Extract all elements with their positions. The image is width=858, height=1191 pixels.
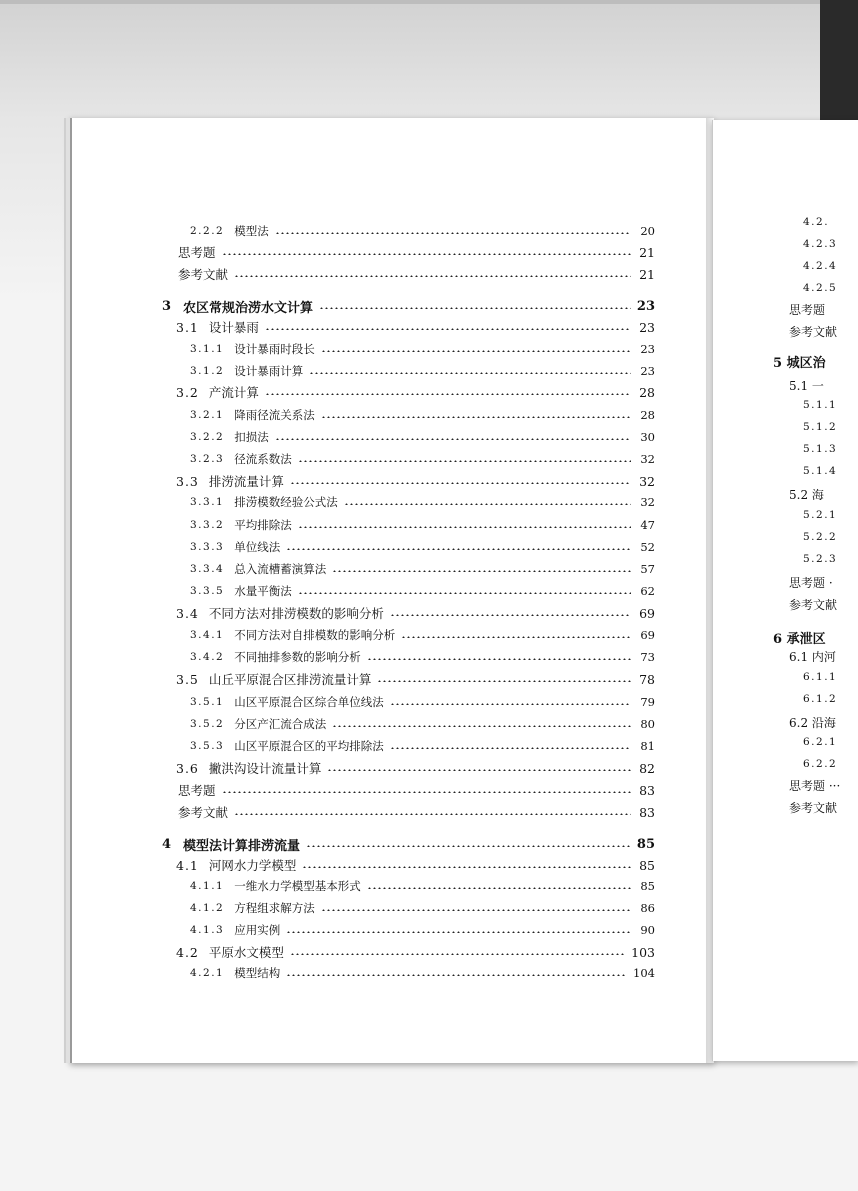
- toc-entry: [176, 603, 655, 623]
- toc-entry-cropped: 5.2.2: [803, 531, 838, 543]
- toc-entry-page: 79: [640, 695, 655, 709]
- toc-entry-cropped: 5.1.4: [803, 465, 838, 477]
- leader-dots: [265, 393, 631, 395]
- toc-entry-cropped: 参考文献: [789, 801, 838, 815]
- toc-entry-number: 3.3.3: [190, 541, 225, 553]
- toc-entry-title: 模型结构: [234, 966, 281, 980]
- toc-entry-cropped: 5.2.3: [803, 553, 838, 565]
- toc-entry-cropped: 5.1 一: [789, 379, 824, 393]
- leader-dots: [298, 526, 631, 528]
- toc-entry-page: 83: [639, 782, 655, 798]
- toc-entry: [178, 264, 655, 284]
- leader-dots: [321, 416, 631, 418]
- toc-entry-title: 模型法计算排涝流量: [183, 838, 301, 854]
- toc-entry-page: 28: [640, 408, 655, 422]
- toc-entry-cropped: 思考题 ·: [789, 576, 833, 590]
- toc-entry: [176, 669, 655, 689]
- toc-entry-page: 32: [640, 495, 655, 509]
- toc-entry: [190, 647, 655, 667]
- toc-entry-cropped: 6.1.1: [803, 671, 838, 683]
- toc-entry: [190, 920, 655, 940]
- leader-dots: [327, 769, 631, 771]
- toc-entry-page: 86: [640, 901, 655, 915]
- toc-entry-number: 3.3: [176, 473, 199, 489]
- toc-entry-title: 分区产汇流合成法: [234, 717, 327, 731]
- leader-dots: [309, 372, 631, 374]
- toc-entry: [190, 449, 655, 469]
- leader-dots: [286, 548, 631, 550]
- toc-entry-page: 21: [639, 266, 655, 282]
- toc-entry-title: 山丘平原混合区排涝流量计算: [208, 672, 372, 687]
- leader-dots: [390, 747, 631, 749]
- toc-entry-page: 21: [639, 244, 655, 260]
- toc-entry-page: 23: [639, 319, 655, 335]
- toc-entry-title: 河网水力学模型: [208, 858, 297, 873]
- toc-entry-page: 23: [640, 342, 655, 356]
- toc-entry-number: 3.4.2: [190, 651, 225, 663]
- toc-entry: [190, 221, 655, 241]
- toc-entry-page: 104: [633, 966, 655, 980]
- toc-entry: [162, 296, 655, 316]
- toc-entry-title: 平原水文模型: [208, 945, 284, 960]
- leader-dots: [275, 232, 631, 234]
- toc-entry-page: 69: [639, 605, 655, 621]
- leader-dots: [298, 460, 631, 462]
- scan-edge: [0, 0, 858, 4]
- toc-entry-number: 3.2.2: [190, 431, 225, 443]
- toc-entry: [190, 736, 655, 756]
- toc-entry-title: 降雨径流关系法: [234, 408, 315, 422]
- leader-dots: [275, 438, 631, 440]
- toc-entry: [190, 714, 655, 734]
- toc-entry-page: 23: [640, 364, 655, 378]
- toc-entry-title: 模型法: [234, 224, 269, 238]
- toc-entry: [176, 855, 655, 875]
- scan-dark-corner: [820, 0, 858, 120]
- toc-entry-title: 思考题: [178, 245, 216, 260]
- toc-entry: [190, 581, 655, 601]
- toc-entry-page: 82: [639, 760, 655, 776]
- toc-entry-number: 3.3.1: [190, 496, 225, 508]
- toc-entry-page: 81: [640, 739, 655, 753]
- toc-entry-title: 不同抽排参数的影响分析: [234, 650, 361, 664]
- toc-entry: [176, 317, 655, 337]
- toc-entry-cropped: 4.2.: [803, 216, 830, 228]
- toc-entry-number: 4.1.3: [190, 924, 225, 936]
- toc-entry-title: 总入流槽蓄演算法: [234, 562, 327, 576]
- toc-entry-number: 4.2: [176, 944, 199, 960]
- leader-dots: [344, 503, 631, 505]
- toc-entry-title: 单位线法: [234, 540, 281, 554]
- toc-entry-title: 山区平原混合区的平均排除法: [234, 739, 384, 753]
- toc-entry-title: 设计暴雨: [208, 320, 259, 335]
- toc-entry: [190, 492, 655, 512]
- leader-dots: [302, 866, 631, 868]
- toc-entry-cropped: 参考文献: [789, 598, 838, 612]
- toc-entry-cropped: 6.2.1: [803, 736, 838, 748]
- toc-entry-title: 扣损法: [234, 430, 269, 444]
- toc-entry-number: 4: [162, 836, 172, 852]
- toc-entry-page: 85: [640, 879, 655, 893]
- leader-dots: [319, 307, 631, 309]
- toc-entry-cropped: 5.1.3: [803, 443, 838, 455]
- toc-entry-cropped: 6.1.2: [803, 693, 838, 705]
- leader-dots: [321, 350, 631, 352]
- toc-entry-page: 69: [640, 628, 655, 642]
- toc-entry-page: 47: [640, 518, 655, 532]
- toc-entry-number: 3.5.2: [190, 718, 225, 730]
- toc-entry-cropped: 4.2.3: [803, 238, 838, 250]
- toc-entry-page: 23: [636, 298, 655, 314]
- toc-entry: [176, 758, 655, 778]
- toc-entry-number: 3.3.2: [190, 519, 225, 531]
- leader-dots: [222, 253, 631, 255]
- leader-dots: [298, 592, 631, 594]
- toc-entry-number: 3.6: [176, 760, 199, 776]
- leader-dots: [390, 703, 631, 705]
- toc-entry-page: 57: [640, 562, 655, 576]
- toc-entry: [190, 876, 655, 896]
- toc-entry-title: 产流计算: [208, 385, 259, 400]
- leader-dots: [367, 887, 631, 889]
- toc-entry: [176, 382, 655, 402]
- toc-entry-page: 83: [639, 804, 655, 820]
- toc-entry-page: 32: [640, 452, 655, 466]
- leader-dots: [265, 328, 631, 330]
- leader-dots: [321, 909, 631, 911]
- toc-entry-cropped: 5.1.2: [803, 421, 838, 433]
- toc-entry-title: 设计暴雨时段长: [234, 342, 315, 356]
- toc-entry-number: 4.1.1: [190, 880, 225, 892]
- leader-dots: [290, 953, 625, 955]
- toc-entry: [190, 963, 655, 983]
- toc-entry-title: 撇洪沟设计流量计算: [208, 761, 322, 776]
- leader-dots: [234, 813, 631, 815]
- toc-entry-page: 80: [640, 717, 655, 731]
- toc-entry-number: 3.5.1: [190, 696, 225, 708]
- toc-entry-page: 30: [640, 430, 655, 444]
- toc-entry-number: 3.1.2: [190, 365, 225, 377]
- toc-entry-cropped: 6.2.2: [803, 758, 838, 770]
- toc-entry-page: 73: [640, 650, 655, 664]
- toc-entry-cropped: 4.2.4: [803, 260, 838, 272]
- toc-entry-page: 85: [639, 857, 655, 873]
- toc-entry-title: 设计暴雨计算: [234, 364, 304, 378]
- toc-entry-number: 3.2: [176, 384, 199, 400]
- toc-entry-title: 水量平衡法: [234, 584, 292, 598]
- toc-entry-page: 52: [640, 540, 655, 554]
- toc-entry-cropped: 参考文献: [789, 325, 838, 339]
- toc-entry-page: 20: [640, 224, 655, 238]
- toc-entry-title: 思考题: [178, 783, 216, 798]
- toc-entry-number: 3.5.3: [190, 740, 225, 752]
- toc-entry-title: 不同方法对自排模数的影响分析: [234, 628, 396, 642]
- leader-dots: [377, 680, 631, 682]
- toc-entry-number: 3.2.1: [190, 409, 225, 421]
- toc-entry-title: 排涝流量计算: [208, 474, 284, 489]
- leader-dots: [332, 725, 631, 727]
- toc-entry: [190, 361, 655, 381]
- toc-entry-title: 农区常规治涝水文计算: [183, 300, 314, 316]
- toc-entry-number: 4.1.2: [190, 902, 225, 914]
- toc-entry-cropped: 思考题: [789, 303, 826, 317]
- leader-dots: [222, 791, 631, 793]
- toc-entry-page: 62: [640, 584, 655, 598]
- toc-entry-title: 排涝模数经验公式法: [234, 495, 338, 509]
- toc-entry-number: 3.1.1: [190, 343, 225, 355]
- toc-entry: [190, 515, 655, 535]
- toc-entry-title: 方程组求解方法: [234, 901, 315, 915]
- toc-entry-cropped: 5 城区治: [773, 356, 826, 371]
- toc-entry-page: 78: [639, 671, 655, 687]
- toc-page-right: [712, 120, 858, 1061]
- toc-entry: [190, 339, 655, 359]
- toc-entry-page: 85: [636, 836, 655, 852]
- toc-entry-title: 参考文献: [178, 267, 229, 282]
- toc-entry-cropped: 5.2 海: [789, 488, 824, 502]
- toc-entry-number: 4.2.1: [190, 967, 225, 979]
- toc-entry-cropped: 5.1.1: [803, 399, 838, 411]
- toc-entry-cropped: 思考题 ···: [789, 779, 841, 793]
- toc-entry-title: 参考文献: [178, 805, 229, 820]
- leader-dots: [234, 275, 631, 277]
- toc-entry-number: 3.4: [176, 605, 199, 621]
- toc-entry-number: 2.2.2: [190, 225, 225, 237]
- toc-entry: [178, 780, 655, 800]
- toc-entry-title: 平均排除法: [234, 518, 292, 532]
- toc-entry-cropped: 4.2.5: [803, 282, 838, 294]
- toc-entry-number: 3.1: [176, 319, 199, 335]
- toc-entry-title: 径流系数法: [234, 452, 292, 466]
- toc-entry-page: 28: [639, 384, 655, 400]
- toc-entry: [190, 625, 655, 645]
- leader-dots: [390, 614, 631, 616]
- toc-entry-number: 3.4.1: [190, 629, 225, 641]
- toc-entry: [176, 471, 655, 491]
- toc-entry-page: 90: [640, 923, 655, 937]
- toc-entry: [190, 559, 655, 579]
- toc-entry-cropped: 6.1 内河: [789, 650, 836, 664]
- toc-entry-number: 3.3.5: [190, 585, 225, 597]
- toc-entry-number: 3: [162, 298, 172, 314]
- toc-entry-title: 一维水力学模型基本形式: [234, 879, 361, 893]
- toc-entry-number: 3.5: [176, 671, 199, 687]
- leader-dots: [286, 931, 631, 933]
- toc-entry: [176, 942, 655, 962]
- leader-dots: [286, 974, 627, 976]
- toc-entry-cropped: 5.2.1: [803, 509, 838, 521]
- toc-entry-cropped: 6.2 沿海: [789, 716, 836, 730]
- leader-dots: [367, 658, 631, 660]
- toc-page-left: [70, 118, 714, 1063]
- leader-dots: [306, 845, 631, 847]
- toc-entry-number: 3.3.4: [190, 563, 225, 575]
- toc-entry: [190, 537, 655, 557]
- toc-entry: [190, 405, 655, 425]
- toc-entry-number: 4.1: [176, 857, 199, 873]
- toc-entry: [190, 898, 655, 918]
- toc-entry-title: 不同方法对排涝模数的影响分析: [208, 606, 384, 621]
- toc-entry-number: 3.2.3: [190, 453, 225, 465]
- toc-entry: [178, 242, 655, 262]
- toc-entry: [178, 802, 655, 822]
- toc-entry: [190, 427, 655, 447]
- leader-dots: [332, 570, 631, 572]
- toc-entry-page: 103: [631, 944, 655, 960]
- leader-dots: [290, 482, 631, 484]
- toc-entry: [162, 834, 655, 854]
- toc-entry-page: 32: [639, 473, 655, 489]
- toc-entry-title: 山区平原混合区综合单位线法: [234, 695, 384, 709]
- toc-entry: [190, 692, 655, 712]
- leader-dots: [401, 636, 631, 638]
- toc-entry-title: 应用实例: [234, 923, 281, 937]
- toc-entry-cropped: 6 承泄区: [773, 632, 826, 647]
